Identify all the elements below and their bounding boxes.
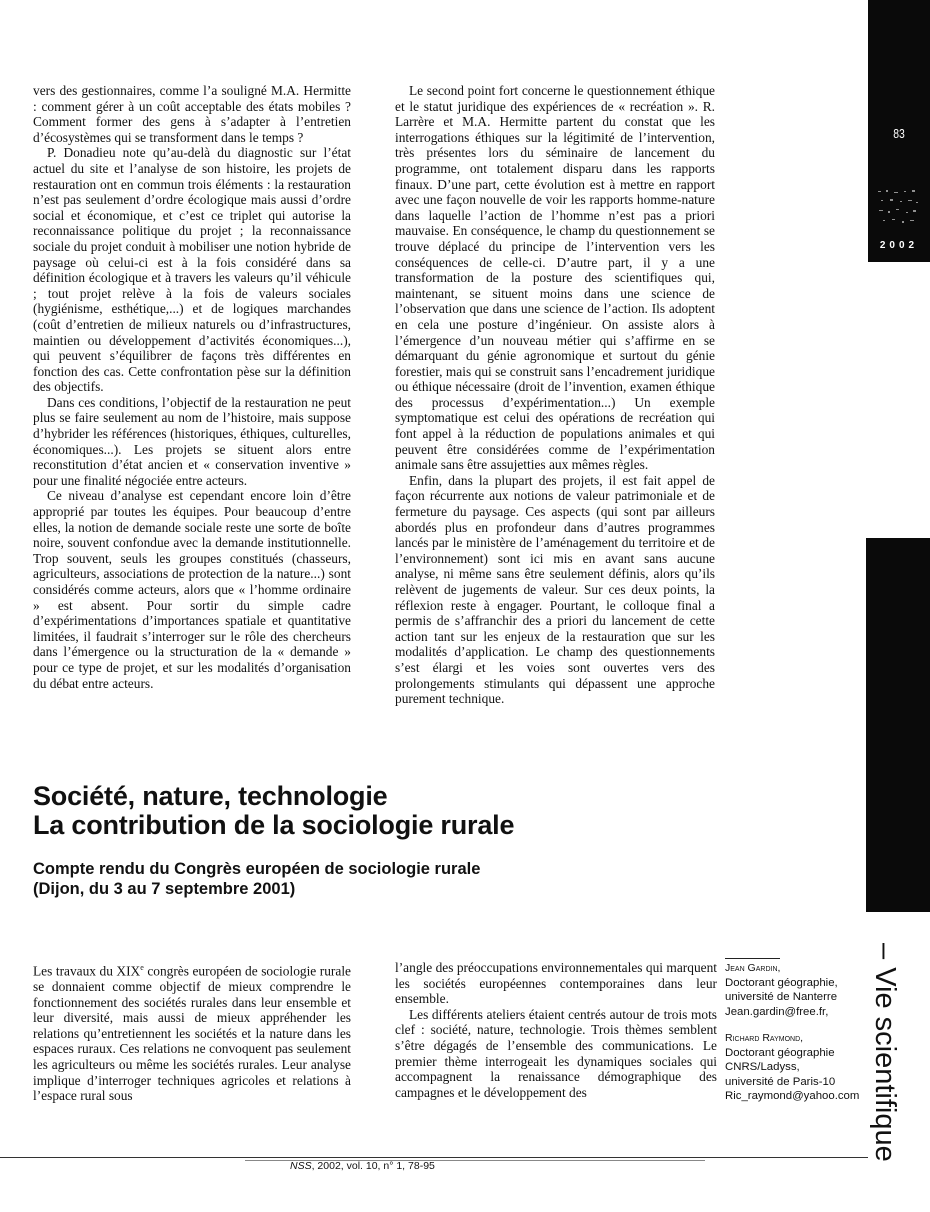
article-title-line-1: Société, nature, technologie xyxy=(33,781,388,811)
paragraph: Les différents ateliers étaient centrés autour de trois mots clef : société, nature, technologie. Trois thèmes semblent s’être dégagés de l’ensemble des communications. Le premier thème interrogeait les dynamiques sociales qui accompagnent la renaissance démographique des campagnes et le développement des xyxy=(395,1006,717,1100)
author-name: Jean Gardin, xyxy=(725,958,780,976)
top-right-column xyxy=(395,83,715,707)
paragraph: P. Donadieu note qu’au-delà du diagnostic sur l’état actuel du site et l’analyse de son histoire, les projets de restauration ont en commun trois éléments : la restauration n’est pas seulement d’ordre écologique mais aussi d’ordre social et économique, et c’est ce triplet qui autorise la reconnaissance politique du projet ; la reconnaissance sociale du projet conduit à mobiliser une notion hybride de paysage où celui-ci est à la fois considéré dans sa définition écologique et à travers les valeurs qu’il véhicule ; tout projet relève à la fois de valeurs sociales (hygiénisme, esthétique,...) et de logiques marchandes (coût d’entretien de milieux naturels ou d’infrastructures, maintien ou développement d’activités économiques...), qui peuvent s’équilibrer de façons très différentes en fonction des cas. Cette confrontation pèse sur la définition des objectifs. xyxy=(33,145,351,395)
section-label-text: Vie scientifique xyxy=(869,967,901,1162)
author-email: Ric_raymond@yahoo.com xyxy=(725,1090,860,1102)
section-label: – Vie scientifique xyxy=(869,943,901,1162)
paragraph-start: Les travaux du XIX xyxy=(33,963,141,979)
margin-tab-section xyxy=(866,538,930,912)
citation-details: , 2002, vol. 10, n° 1, 78-95 xyxy=(311,1160,435,1172)
author-block xyxy=(725,958,885,1116)
author-affiliation: université de Nanterre xyxy=(725,991,838,1003)
author-affiliation: Doctorant géographie, xyxy=(725,976,838,989)
article-subtitle xyxy=(33,859,713,899)
paragraph: Enfin, dans la plupart des projets, il est fait appel de façon récurrente aux notions de valeur patrimoniale et de fermeture du paysage. Ces aspects (qui sont par ailleurs abordés plus en profondeur dans d’autres programmes lancés par le ministère de l’aménagement du territoire et de l’environnement) sont ici mis en avant sans aucune analyse, ni même sans être seulement définis, alors qu’ils relèvent de jugements de valeur. Sur ces deux points, la réflexion reste à engager. Pourtant, le colloque final a permis de s’affranchir des a priori du lancement de cette action tant sur les enjeux de la restauration que sur les modalités d’application. Le champ des questionnements s’est élargi et les voies sont ouvertes vers des prolongements stimulants qui dépassent une approche purement technique. xyxy=(395,472,715,707)
paragraph: Dans ces conditions, l’objectif de la restauration ne peut plus se faire seulement au nom de l’histoire, mais suppose d’hybrider les références (historiques, éthiques, culturelles, économiques...). Les projets se situent alors entre reconstitution d’état ancien et « conservation inventive » pour une finalité négociée entre acteurs. xyxy=(33,394,351,488)
paragraph: l’angle des préoccupations environnementales qui marquent les sociétés européennes contemporaines dans leur ensemble. xyxy=(395,960,717,1007)
author-entry xyxy=(725,1031,885,1104)
article-subtitle-line-2: (Dijon, du 3 au 7 septembre 2001) xyxy=(33,880,296,898)
paragraph-rest: congrès européen de sociologie rurale se donnaient comme objectif de mieux comprendre le fonctionnement des sociétés rurales dans leur ensemble et leur diversité, mais aussi de mieux appréhender les relations qu’entretiennent les sociétés et la nature dans les espaces ruraux. Ces relations ne convoquent pas seulement les agriculteurs ou même les sociétés rurales. Leur analyse implique d’interroger techniques agricoles et relations à l’espace rural sous xyxy=(33,963,351,1104)
author-affiliation: université de Paris-10 xyxy=(725,1075,836,1088)
article-title-line-2: La contribution de la sociologie rurale xyxy=(33,810,515,840)
author-email: Jean.gardin@free.fr, xyxy=(725,1005,829,1018)
article-title xyxy=(33,782,713,840)
bottom-right-column xyxy=(395,960,717,1100)
top-left-column xyxy=(33,83,351,691)
paragraph: Le second point fort concerne le questionnement éthique et le statut juridique des expériences de « recréation ». R. Larrère et M.A. Hermitte partent du constat que les interrogations éthiques sur la légitimité de l’intervention, très présentes lors du séminaire de lancement du programme, ont totalement disparu dans les rapports finaux. D’une part, cette évolution est à mettre en rapport avec une façon nouvelle de voir les rapports homme-nature dans laquelle l’action de l’homme n’est pas a priori mauvaise. En conséquence, le champ du questionnement se trouve déplacé du principe de l’intervention vers les conséquences de celle-ci. D’autre part, il y a une transformation de la posture des scientifiques qui, maintenant, se situent moins dans une science de l’observation que dans une science de l’action. Ils adoptent en cela une posture d’ingénieur. On assiste alors à l’émergence d’un nouveau métier qui s’affirme en se démarquant du génie agronomique et surtout du génie forestier, mais qui se construit sans l’encadrement juridique ou éthique nécessaire (droit de l’invention, examen éthique des processus d’expérimentation...) Un exemple symptomatique est celui des opérations de recréation qui font appel à la réduction de populations animales et qui peuvent être considérées comme de l’expérimentation animale sans être assujetties aux mêmes règles. xyxy=(395,83,715,473)
footer-citation xyxy=(290,1160,435,1172)
superscript: e xyxy=(140,963,144,972)
page-number: 83 xyxy=(893,126,905,141)
speckle-texture-icon xyxy=(876,188,920,228)
journal-name: NSS xyxy=(290,1160,312,1172)
footer-rule xyxy=(0,1157,868,1158)
author-name: Richard Raymond, xyxy=(725,1032,804,1044)
author-entry xyxy=(725,958,885,1019)
paragraph: Ce niveau d’analyse est cependant encore loin d’être approprié par toutes les équipes. Pour beaucoup d’entre elles, la notion de demande sociale reste une sorte de boîte noire, souvent confondue avec la demande institutionnelle. Trop souvent, seuls les groupes constitués (chasseurs, agriculteurs, associations de protection de la nature...) sont considérés comme acteurs, alors que « l’homme ordinaire » est absent. Pour sortir du simple cadre d’expérimentations d’importances spatiale et quantitative limitées, il faudrait s’interroger sur le rôle des chercheurs dans l’émergence ou la structuration de la « demande » pour ce type de projet, et sur les modalités d’organisation du débat entre acteurs. xyxy=(33,488,351,691)
author-affiliation: Doctorant géographie xyxy=(725,1046,835,1059)
article-subtitle-line-1: Compte rendu du Congrès européen de sociologie rurale xyxy=(33,860,481,878)
year-label: 2002 xyxy=(879,240,919,251)
paragraph xyxy=(33,960,351,1104)
bottom-left-column xyxy=(33,960,351,1104)
paragraph: vers des gestionnaires, comme l’a souligné M.A. Hermitte : comment gérer à un coût acceptable des états mobiles ? Comment former des gens à s’adapter à l’entretien d’écosystèmes qui se transforment dans le temps ? xyxy=(33,83,351,145)
author-affiliation: CNRS/Ladyss, xyxy=(725,1061,800,1073)
